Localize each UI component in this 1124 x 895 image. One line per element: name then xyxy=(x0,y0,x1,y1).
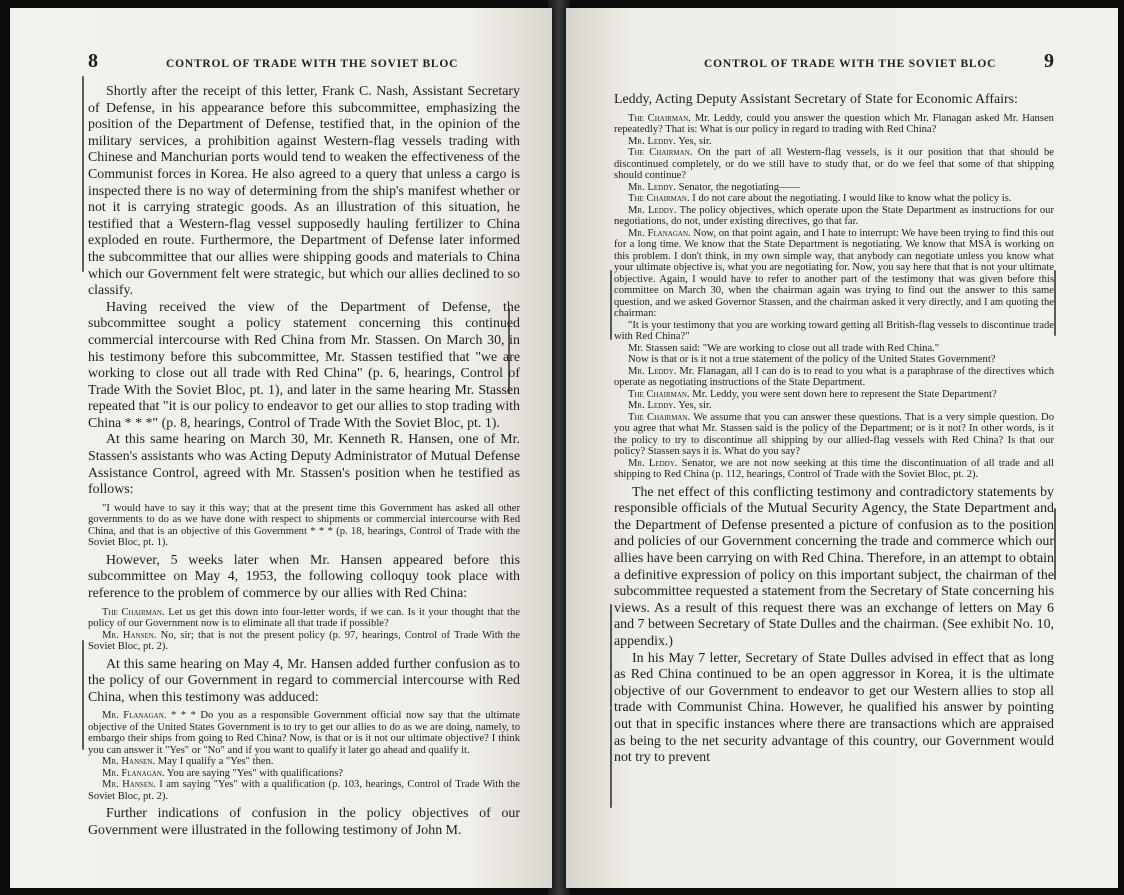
margin-mark xyxy=(610,708,612,808)
colloquy-line: The Chairman. Mr. Leddy, you were sent down here to represent the State Department? xyxy=(628,388,997,400)
margin-mark xyxy=(1054,270,1056,336)
right-body-text xyxy=(614,92,1054,767)
colloquy-line: Mr. Flanagan. You are saying "Yes" with qualifications? xyxy=(102,767,344,779)
colloquy-line: Mr. Hansen. May I qualify a "Yes" then. xyxy=(102,756,274,768)
colloquy-line: Mr. Stassen said: "We are working to close out all trade with Red China." xyxy=(628,342,940,354)
speaker-name: Mr. Leddy. xyxy=(628,181,676,193)
paragraph: Having received the view of the Department of Defense, the subcommittee sought a policy statement concerning this continued commercial intercourse with Red China from Mr. Stassen. On March 30, in his testimony before this subcommittee, Mr. Stassen testified that "we are working to close out all trade with Red China" (p. 6, hearings, Control of Trade With the Soviet Bloc, pt. 1), and later in the same hearing Mr. Stassen repeated that "it is our policy to endeavor to get our allies to stop trading with China * * *" (p. 8, hearings, Control of Trade With the Soviet Bloc, pt. 1). xyxy=(88,299,520,431)
margin-mark xyxy=(610,604,612,708)
margin-mark xyxy=(610,270,612,340)
colloquy-line: Mr. Leddy. Yes, sir. xyxy=(628,135,712,147)
speaker-name: The Chairman. xyxy=(628,388,690,400)
colloquy-line: Mr. Flanagan. * * * Do you as a responsible Government official now say that the ultimate objective of the United States Government is to try to get our allies to do as we are doing, namely, to embargo their ships from going to Red China? Now, is that or is it not our ultimate objective? I think you can answer it "Yes" or "No" and if you want to qualify it later go ahead and qualify it. xyxy=(88,710,520,756)
colloquy-line: The Chairman. Mr. Leddy, could you answer the question which Mr. Flanagan asked Mr. Hansen repeatedly? That is: What is our policy in regard to trading with Red China? xyxy=(614,112,1054,136)
speaker-name: The Chairman. xyxy=(628,112,691,124)
colloquy-line: The Chairman. Let us get this down into four-letter words, if we can. Is it your thought that the policy of our Government now is to eliminate all that trade if possible? xyxy=(88,606,520,630)
speaker-name: Mr. Flanagan. xyxy=(102,710,167,722)
colloquy-line: Mr. Flanagan. Now, on that point again, and I hate to interrupt: We have been trying to find this out for a long time. We know that the State Department is negotiating. We know that MSA is working on this problem. I don't think, in my own simple way, that anybody can negotiate unless you know what your ultimate objective is, what you are negotiating for. Now, you say here that that is not your ultimate objective. Again, I would have to refer to another part of the testimony that was given before this committee on March 30, when the chairman again was trying to find out the answer to this same question, and we asked Governor Stassen, and the chairman asked it very directly, and I am quoting the chairman: xyxy=(614,227,1054,320)
colloquy-line: Mr. Hansen. I am saying "Yes" with a qualification (p. 103, hearings, Control of Trade With the Soviet Bloc, pt. 2). xyxy=(88,779,520,802)
speaker-name: Mr. Hansen. xyxy=(102,779,156,791)
speaker-name: Mr. Leddy. xyxy=(628,204,677,216)
margin-mark xyxy=(82,76,84,272)
speaker-name: The Chairman. xyxy=(628,193,690,205)
colloquy-line: The Chairman. On the part of all Western-flag vessels, is it our position that that should be discontinued completely, or do we still have to study that, or do we feel that some of that shipping should continue? xyxy=(614,147,1054,182)
speaker-name: The Chairman. xyxy=(628,147,693,159)
speaker-name: The Chairman. xyxy=(628,411,691,423)
colloquy-line: Now is that or is it not a true statement of the policy of the United States Government? xyxy=(628,354,996,366)
running-head: CONTROL OF TRADE WITH THE SOVIET BLOC xyxy=(704,58,997,70)
paragraph: However, 5 weeks later when Mr. Hansen appeared before this subcommittee on May 4, 1953, the following colloquy took place with reference to the problem of commerce by our allies with Red China: xyxy=(88,552,520,602)
paragraph: Leddy, Acting Deputy Assistant Secretary of State for Economic Affairs: xyxy=(614,92,1018,107)
speaker-name: The Chairman. xyxy=(102,606,165,618)
page-number: 8 xyxy=(88,50,98,72)
page-number: 9 xyxy=(1044,50,1054,72)
paragraph: In his May 7 letter, Secretary of State Dulles advised in effect that as long as Red China continued to be an open aggressor in Korea, it is the ultimate objective of our Government to endeavor to get our Western allies to stop all trade with Communist China. However, he qualified his answer by pointing out that in specific instances where there are transactions which are appraised as being to the net security advantage of this country, our Government would not try to prevent xyxy=(614,650,1054,766)
paragraph: Shortly after the receipt of this letter, Frank C. Nash, Assistant Secretary of Defense, in his appearance before this subcommittee, emphasizing the position of the Department of Defense, testified that, in the opinion of the military services, a prohibition against Western-flag vessels trading with Chinese and Manchurian ports would tend to weaken the effectiveness of the Communist forces in Korea. He also agreed to a query that unless a cargo is inspected there is no way of determining from the ship's manifest whether or not it is carrying strategic goods. As an illustration of this situation, he testified that a Western-flag vessel supposedly hauling fertilizer to China exploded en route. Furthermore, the Department of Defense later informed the subcommittee that our allies were shipping goods and materials to China which our Government felt were strategic, but which our allies declined to so classify. xyxy=(88,84,520,299)
colloquy-line: Mr. Leddy. Yes, sir. xyxy=(628,400,712,412)
paragraph: At this same hearing on May 4, Mr. Hansen added further confusion as to the policy of our Government in regard to commercial intercourse with Red China, when this testimony was adduced: xyxy=(88,656,520,705)
speaker-name: Mr. Flanagan. xyxy=(102,767,165,779)
colloquy-line: Mr. Leddy. Mr. Flanagan, all I can do is to read to you what is a paraphrase of the directives which operate as negotiating instructions of the State Department. xyxy=(614,365,1054,389)
colloquy-line: Mr. Hansen. No, sir; that is not the present policy (p. 97, hearings, Control of Trade With the Soviet Bloc, pt. 2). xyxy=(88,629,520,653)
margin-mark xyxy=(82,640,84,750)
speaker-name: Mr. Leddy. xyxy=(628,457,678,469)
speaker-name: Mr. Leddy. xyxy=(628,365,677,377)
running-head: CONTROL OF TRADE WITH THE SOVIET BLOC xyxy=(166,58,459,70)
paragraph: Further indications of confusion in the policy objectives of our Government were illustrated in the following testimony of John M. xyxy=(88,806,520,838)
speaker-name: Mr. Leddy. xyxy=(628,135,676,147)
speaker-name: Mr. Hansen. xyxy=(102,629,157,641)
paragraph: At this same hearing on March 30, Mr. Kenneth R. Hansen, one of Mr. Stassen's assistants who was Acting Deputy Administrator of Mutual Defense Assistance Control, agreed with Mr. Stassen's position when he testified as follows: xyxy=(88,432,520,498)
colloquy-line: The Chairman. I do not care about the negotiating. I would like to know what the policy is. xyxy=(628,193,1012,205)
colloquy-line: Mr. Leddy. Senator, we are not now seeking at this time the discontinuation of all trade and all shipping to Red China (p. 112, hearings, Control of Trade with the Soviet Bloc, pt. 2). xyxy=(614,457,1054,481)
speaker-name: Mr. Hansen. xyxy=(102,756,156,768)
colloquy-line: Mr. Leddy. Senator, the negotiating—— xyxy=(628,181,801,193)
right-page xyxy=(566,8,1118,888)
left-page xyxy=(10,8,552,888)
block-quote: "I would have to say it this way; that at the present time this Government has asked all other governments to do as we have done with respect to shipments or commercial intercourse with Red China, and that is an objective of this Government * * * (p. 18, hearings, Control of Trade with the Soviet Bloc, pt. 1). xyxy=(88,502,520,549)
speaker-name: Mr. Flanagan. xyxy=(628,227,691,239)
colloquy-line: The Chairman. We assume that you can answer these questions. That is a very simple question. Do you agree that what Mr. Stassen said is the policy of the Department; or is it not? In other words, is it the policy to try to discontinue all shipping by our allied-flag vessels with Red China? Is that our policy? Stassen says it is. What do you say? xyxy=(614,411,1054,458)
colloquy-line: Mr. Leddy. The policy objectives, which operate upon the State Department as instructions for our negotiations, do not, under existing directives, go that far. xyxy=(614,204,1054,228)
speaker-name: Mr. Leddy. xyxy=(628,400,676,412)
colloquy-line: "It is your testimony that you are working toward getting all British-flag vessels to discontinue trade with Red China?" xyxy=(614,319,1054,343)
paragraph: The net effect of this conflicting testimony and contradictory statements by responsible officials of the Mutual Security Agency, the State Department and the Department of Defense presented a picture of confusion as to the position and policies of our Government concerning the trade and commerce which our allies have been carrying on with Red China. Therefore, in an attempt to obtain a definitive expression of policy on this important subject, the chairman of the subcommittee requested a statement from the Secretary of State concerning his views. As a result of this request there was an exchange of letters on May 6 and 7 between Secretary of State Dulles and the chairman. (See exhibit No. 10, appendix.) xyxy=(614,484,1054,649)
left-body-text xyxy=(88,84,520,840)
margin-mark xyxy=(1054,508,1056,580)
